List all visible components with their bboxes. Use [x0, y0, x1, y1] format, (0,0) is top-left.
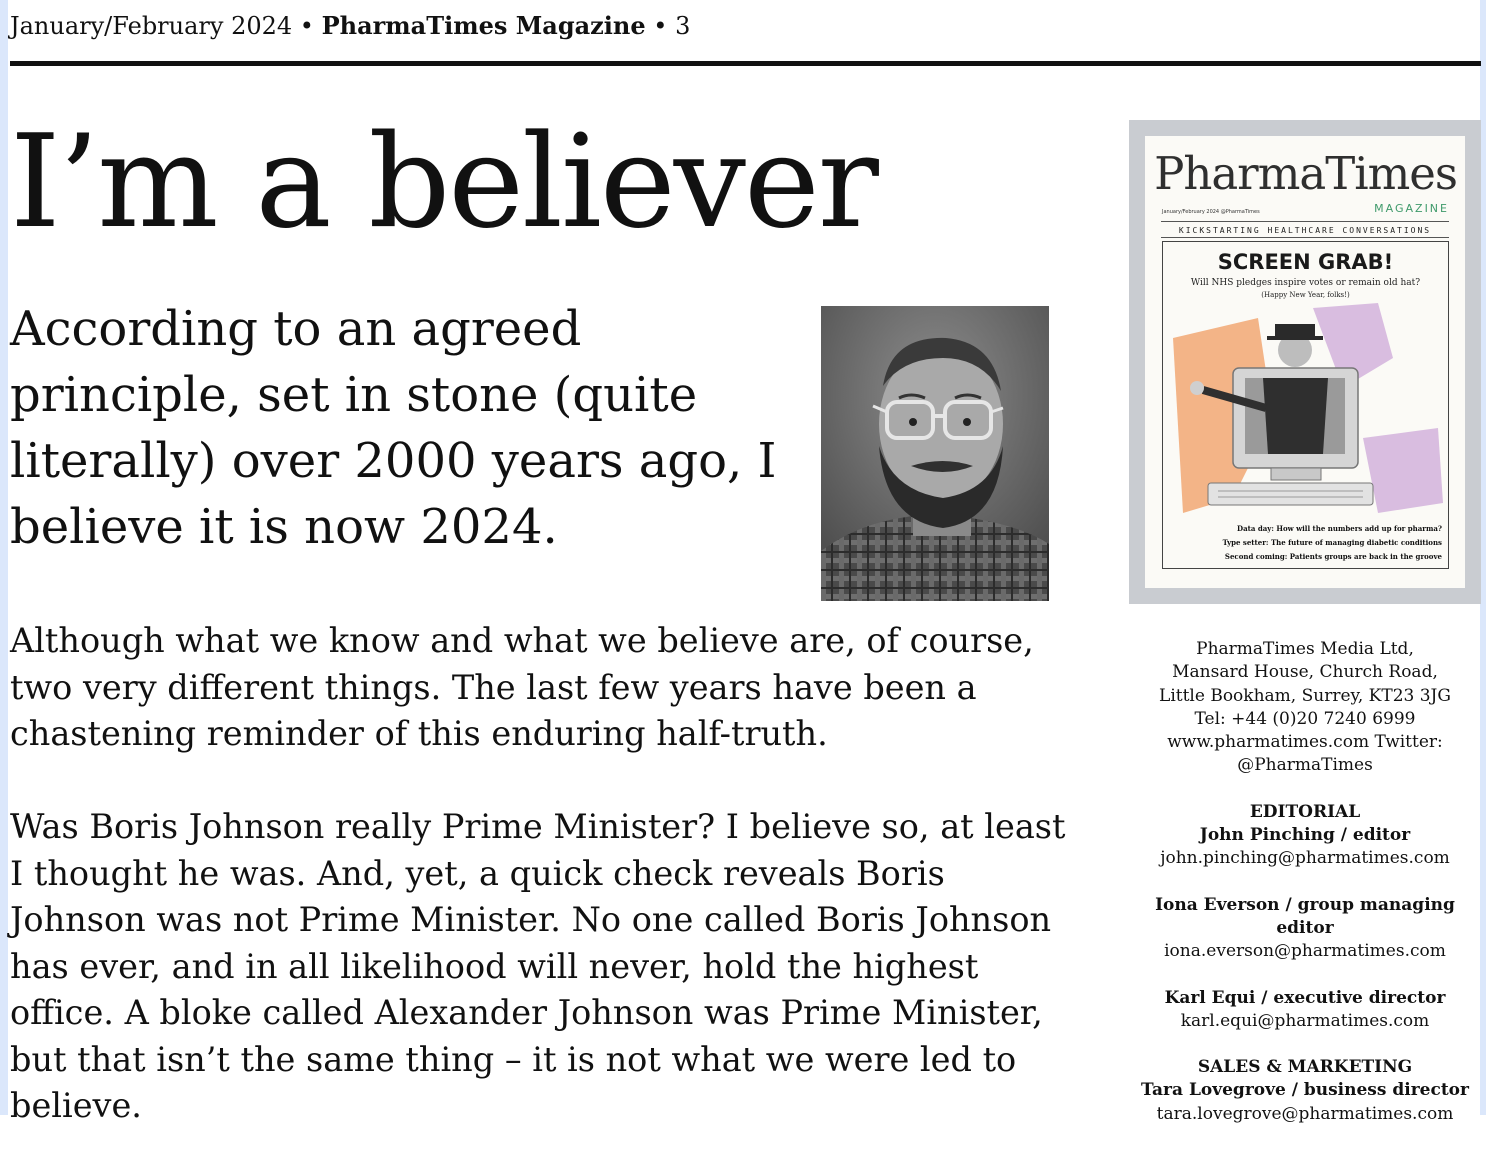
magazine-cover-frame: [1129, 120, 1481, 604]
cover-headline: SCREEN GRAB!: [1217, 250, 1394, 274]
cover-subhead-2: (Happy New Year, folks!): [1261, 291, 1350, 299]
cover-caption-2: Type setter: The future of managing diabetic conditions: [1222, 538, 1442, 547]
cover-brand: PharmaTimes: [1154, 147, 1457, 200]
issue-date: January/February 2024 •: [10, 12, 314, 40]
cover-feature-box: [1162, 241, 1449, 569]
portrait-illustration: [821, 306, 1049, 601]
editor-name: John Pinching / editor: [1199, 825, 1411, 846]
company-line-1: PharmaTimes Media Ltd,: [1196, 639, 1414, 659]
masthead: [1129, 638, 1481, 1126]
publication-name: PharmaTimes Magazine: [321, 11, 646, 40]
cover-date: January/February 2024 @PharmaTimes: [1162, 209, 1260, 215]
cover-illustration: [1163, 298, 1448, 522]
exec-name: Karl Equi / executive director: [1164, 987, 1446, 1008]
gme-name: Iona Everson / group managing editor: [1155, 894, 1455, 938]
company-line-2: Mansard House, Church Road,: [1172, 662, 1438, 683]
masthead-spacer: [1129, 1033, 1481, 1056]
article-standfirst: According to an agreed principle, set in stone (quite literally) over 2000 years ago, I believe it is now 2024.: [10, 301, 777, 555]
body-paragraph-2: Was Boris Johnson really Prime Minister? I believe so, at least I thought he was. And, yet, a quick check reveals Boris Johnson was not Prime Minister. No one called Boris Johnson has ever, and in all likelihood will never, hold the highest office. A bloke called Alexander Johnson was Prime Minister, but that isn’t the same thing – it is not what we were led to believe.: [10, 807, 1066, 1125]
author-photo: [821, 306, 1049, 601]
cover-sub: MAGAZINE: [1374, 202, 1449, 215]
body-paragraph-1: Although what we know and what we believe are, of course, two very different things. The last few years have been a chastening reminder of this enduring half-truth.: [10, 621, 1034, 753]
masthead-spacer: [1129, 778, 1481, 801]
company-line-6: @PharmaTimes: [1237, 755, 1373, 776]
cover-rule-top: [1161, 221, 1449, 222]
article-headline: I’m a believer: [10, 108, 877, 257]
editor-email: john.pinching@pharmatimes.com: [1160, 848, 1450, 869]
bizdir-email: tara.lovegrove@pharmatimes.com: [1156, 1103, 1454, 1124]
article-body: [10, 618, 1085, 1176]
cover-subhead: Will NHS pledges inspire votes or remain old hat?: [1190, 278, 1421, 288]
gme-email: iona.everson@pharmatimes.com: [1164, 941, 1446, 962]
page-edge-left: [0, 0, 8, 1115]
cover-rule-bottom: [1161, 237, 1449, 238]
sales-heading: SALES & MARKETING: [1197, 1057, 1413, 1078]
bizdir-name: Tara Lovegrove / business director: [1141, 1080, 1469, 1101]
cover-caption-3: Second coming: Patients groups are back in the groove: [1224, 552, 1442, 561]
cover-caption-1: Data day: How will the numbers add up for pharma?: [1237, 524, 1442, 533]
cover-tagline: KICKSTARTING HEALTHCARE CONVERSATIONS: [1178, 226, 1432, 235]
company-line-5: www.pharmatimes.com Twitter:: [1167, 732, 1443, 753]
masthead-spacer: [1129, 871, 1481, 894]
company-line-4: Tel: +44 (0)20 7240 6999: [1194, 708, 1416, 729]
masthead-spacer: [1129, 964, 1481, 987]
company-line-3: Little Bookham, Surrey, KT23 3JG: [1159, 685, 1451, 706]
magazine-cover: [1145, 136, 1465, 588]
header-rule: [10, 61, 1481, 66]
editorial-heading: EDITORIAL: [1249, 801, 1361, 822]
exec-email: karl.equi@pharmatimes.com: [1180, 1010, 1430, 1031]
page-number: • 3: [653, 12, 691, 40]
page-header: [10, 10, 690, 42]
